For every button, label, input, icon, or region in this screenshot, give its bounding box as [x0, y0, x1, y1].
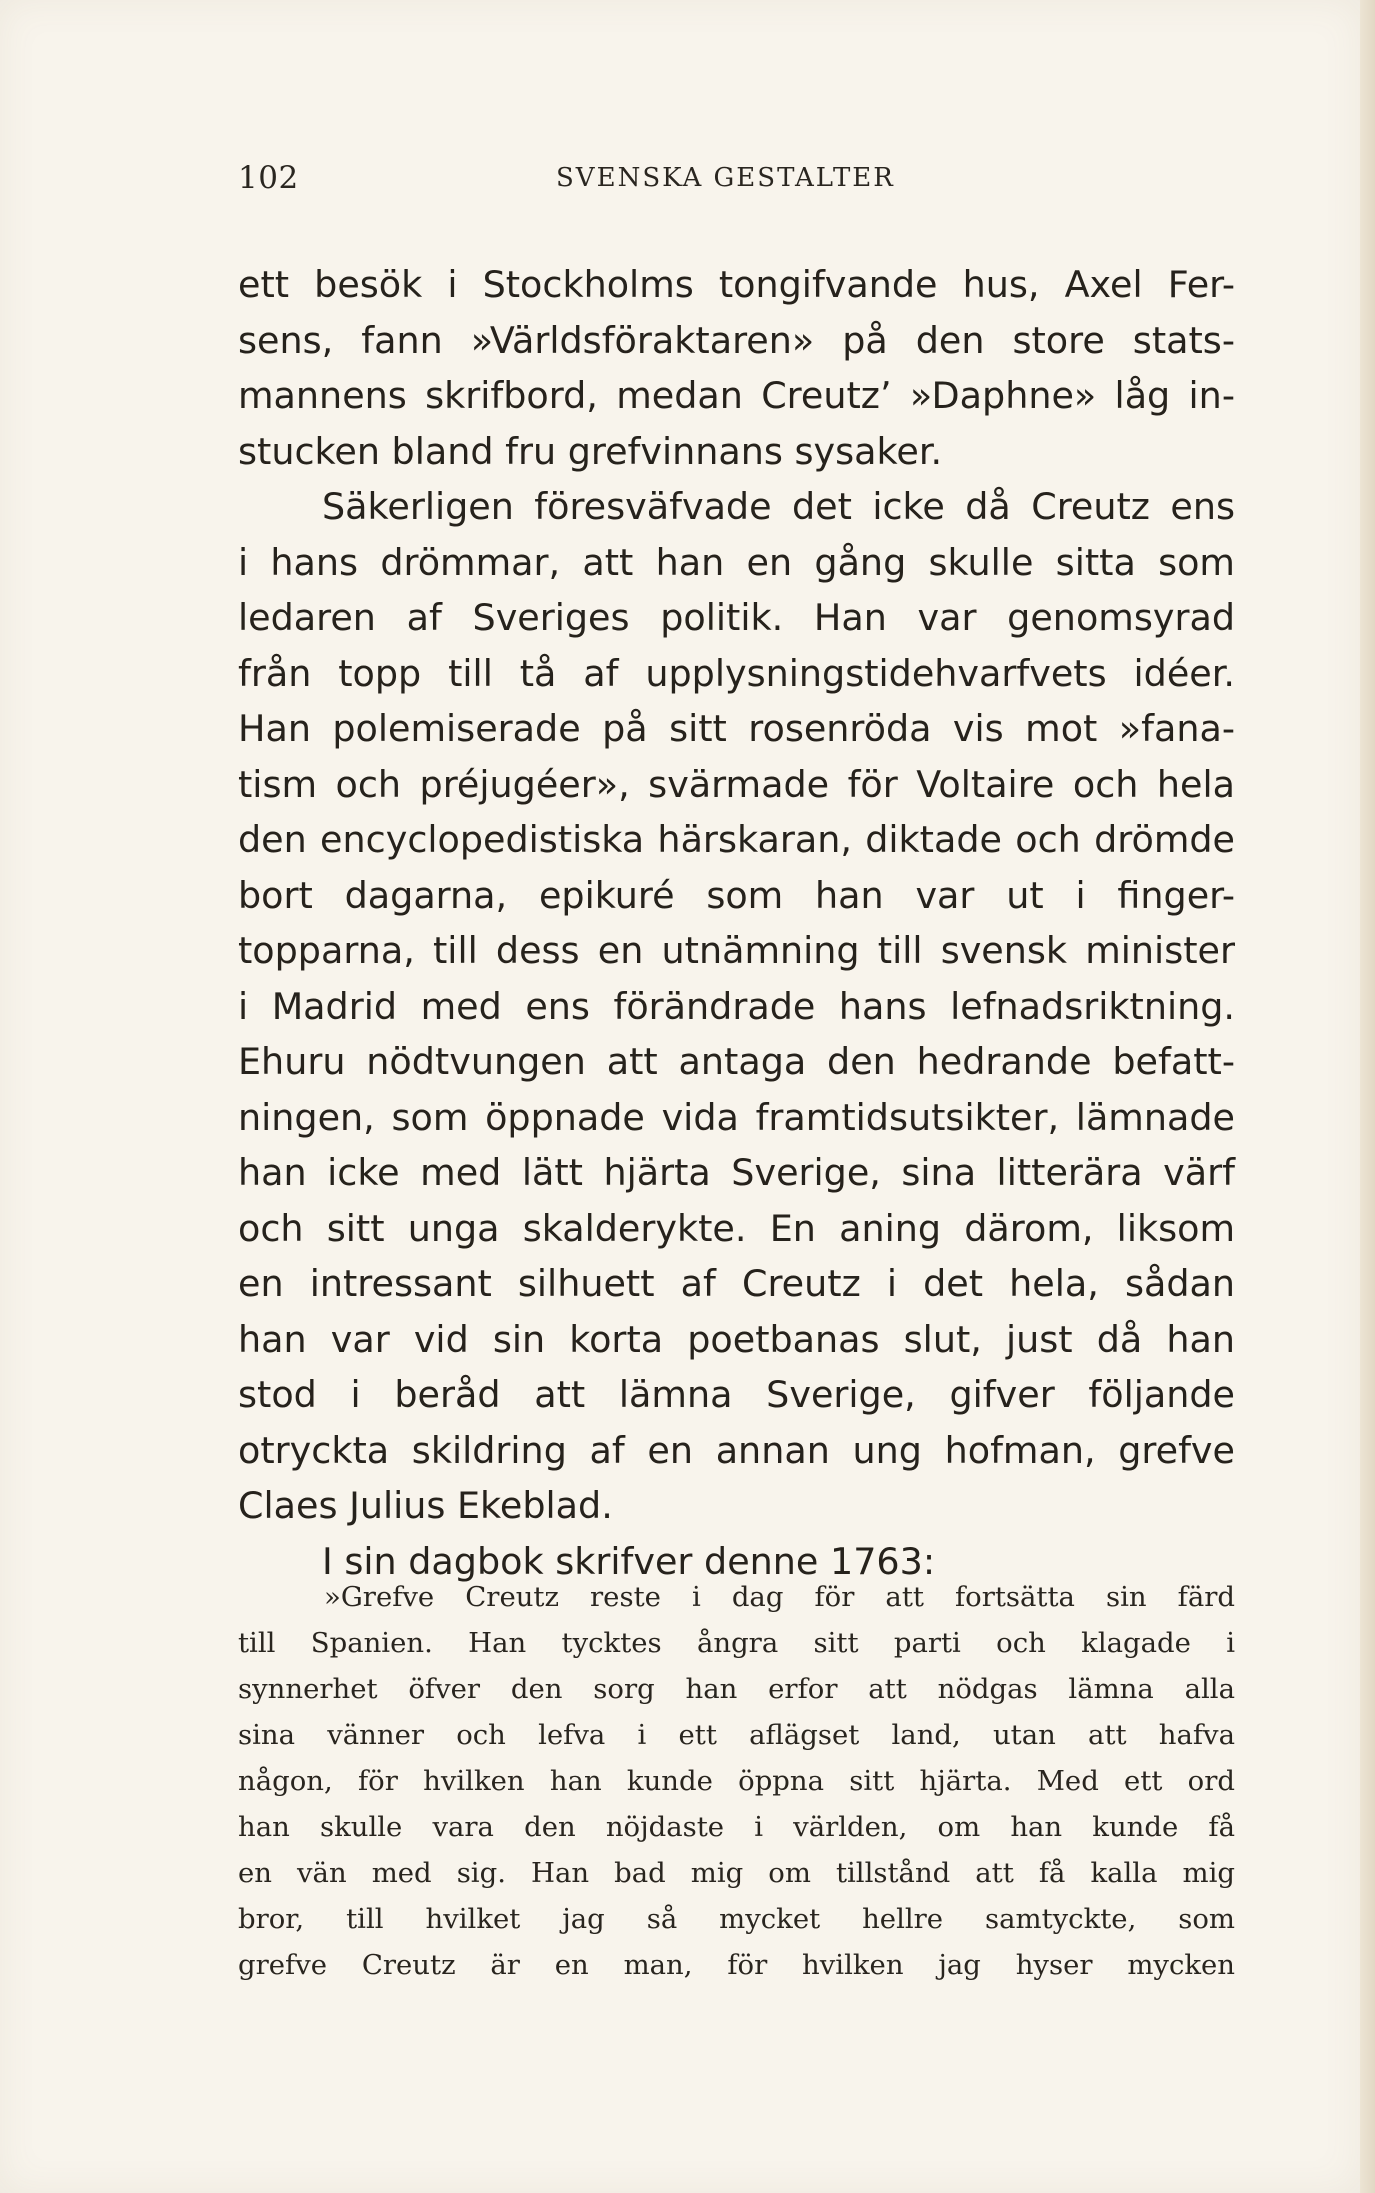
quote-line: till Spanien. Han tycktes ångra sitt parti och klagade i: [238, 1627, 1235, 1659]
diary-quote: [238, 1574, 1235, 1988]
text-line: och sitt unga skalderykte. En aning därom, liksom: [238, 1206, 1235, 1250]
page-number: 102: [238, 160, 299, 196]
text-line: Säkerligen föresväfvade det icke då Creutz ens: [322, 485, 1235, 528]
text-line: sens, fann »Världsföraktaren» på den store stats-: [238, 318, 1235, 362]
text-line: stucken bland fru grefvinnans sysaker.: [238, 429, 943, 473]
page-edge: [1360, 0, 1375, 2193]
text-line: den encyclopedistiska härskaran, diktade och drömde: [238, 818, 1235, 861]
text-line: i Madrid med ens förändrade hans lefnadsriktning.: [238, 984, 1235, 1028]
text-line: stod i beråd att lämna Sverige, gifver följande: [238, 1373, 1235, 1416]
text-line: mannens skrifbord, medan Creutz’ »Daphne» låg in-: [238, 374, 1235, 417]
quote-line: synnerhet öfver den sorg han erfor att nödgas lämna alla: [238, 1673, 1235, 1705]
text-line: från topp till tå af upplysningstidehvarfvets idéer.: [238, 651, 1235, 695]
quote-line: någon, för hvilken han kunde öppna sitt hjärta. Med ett ord: [238, 1765, 1235, 1797]
quote-line: »Grefve Creutz reste i dag för att fortsätta sin färd: [324, 1581, 1235, 1613]
text-line: Claes Julius Ekeblad.: [238, 1484, 613, 1527]
text-line: ett besök i Stockholms tongifvande hus, Axel Fer-: [238, 263, 1235, 306]
text-line: bort dagarna, epikuré som han var ut i finger-: [238, 873, 1235, 917]
text-line: han var vid sin korta poetbanas slut, just då han: [238, 1317, 1235, 1361]
quote-line: en vän med sig. Han bad mig om tillstånd att få kalla mig: [238, 1857, 1235, 1889]
running-head: SVENSKA GESTALTER: [556, 163, 895, 193]
text-line: han icke med lätt hjärta Sverige, sina litterära värf: [238, 1151, 1235, 1194]
text-line: ledaren af Sveriges politik. Han var genomsyrad: [238, 596, 1235, 639]
text-line: Han polemiserade på sitt rosenröda vis mot »fana-: [238, 707, 1235, 750]
quote-line: bror, till hvilket jag så mycket hellre samtyckte, som: [238, 1903, 1235, 1935]
text-line: topparna, till dess en utnämning till svensk minister: [238, 929, 1235, 972]
text-line: en intressant silhuett af Creutz i det hela, sådan: [238, 1262, 1235, 1305]
quote-line: grefve Creutz är en man, för hvilken jag hyser mycken: [238, 1949, 1235, 1981]
quote-line: sina vänner och lefva i ett aflägset land, utan att hafva: [238, 1719, 1235, 1751]
body-text: [238, 257, 1235, 1589]
text-line: otryckta skildring af en annan ung hofman, grefve: [238, 1428, 1235, 1472]
quote-line: han skulle vara den nöjdaste i världen, om han kunde få: [238, 1811, 1235, 1843]
text-line: tism och préjugéer», svärmade för Voltaire och hela: [238, 762, 1235, 806]
text-line: ningen, som öppnade vida framtidsutsikter, lämnade: [238, 1095, 1235, 1139]
text-line: Ehuru nödtvungen att antaga den hedrande befatt-: [238, 1040, 1235, 1083]
page-header: [238, 160, 1238, 210]
text-line: I sin dagbok skrifver denne 1763:: [322, 1539, 936, 1583]
text-line: i hans drömmar, att han en gång skulle sitta som: [238, 540, 1235, 584]
